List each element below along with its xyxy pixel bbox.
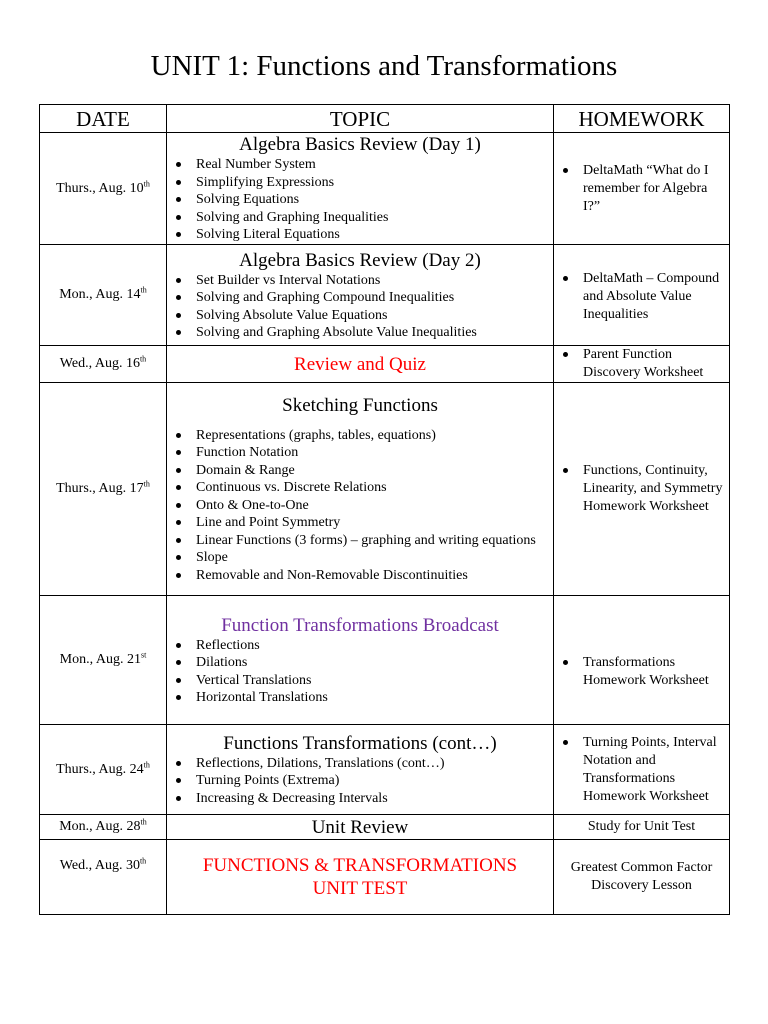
date-cell: Wed., Aug. 30th — [40, 840, 167, 915]
list-item: Linear Functions (3 forms) – graphing and writing equations — [173, 532, 547, 550]
homework-item: Functions, Continuity, Linearity, and Symmetry Homework Worksheet — [560, 462, 723, 516]
topic-title: Functions Transformations (cont…) — [223, 732, 497, 754]
topic-title: Sketching Functions — [282, 394, 438, 416]
homework-cell — [554, 245, 730, 346]
list-item: Set Builder vs Interval Notations — [173, 272, 547, 290]
homework-cell — [554, 725, 730, 815]
list-item: Reflections — [173, 637, 547, 655]
homework-cell — [554, 815, 730, 840]
topic-cell — [167, 133, 554, 245]
topic-list — [167, 427, 553, 585]
homework-item: DeltaMath “What do I remember for Algebra I?” — [560, 162, 723, 216]
topic-title: Review and Quiz — [294, 353, 426, 375]
table-row — [40, 840, 730, 915]
list-item: Solving Literal Equations — [173, 226, 547, 244]
header-homework: HOMEWORK — [554, 105, 730, 133]
list-item: Function Notation — [173, 444, 547, 462]
table-row — [40, 346, 730, 383]
topic-cell — [167, 245, 554, 346]
topic-cell — [167, 596, 554, 725]
table-row — [40, 245, 730, 346]
test-title-line-2: UNIT TEST — [312, 878, 408, 899]
list-item: Turning Points (Extrema) — [173, 772, 547, 790]
schedule-table — [39, 104, 730, 915]
table-row — [40, 133, 730, 245]
topic-cell — [167, 840, 554, 915]
list-item: Line and Point Symmetry — [173, 514, 547, 532]
homework-text: Greatest Common Factor Discovery Lesson — [570, 860, 713, 893]
topic-list — [167, 156, 553, 244]
date-cell: Thurs., Aug. 24th — [40, 725, 167, 815]
topic-cell — [167, 383, 554, 596]
header-topic: TOPIC — [167, 105, 554, 133]
homework-list — [554, 346, 729, 382]
date-cell: Thurs., Aug. 10th — [40, 133, 167, 245]
list-item: Solving and Graphing Absolute Value Inequalities — [173, 324, 547, 342]
list-item: Reflections, Dilations, Translations (cont…) — [173, 755, 547, 773]
homework-cell — [554, 346, 730, 383]
homework-list — [554, 734, 729, 806]
list-item: Real Number System — [173, 156, 547, 174]
list-item: Solving Absolute Value Equations — [173, 307, 547, 325]
page-title: UNIT 1: Functions and Transformations — [150, 50, 618, 82]
topic-cell — [167, 346, 554, 383]
homework-list — [554, 462, 729, 516]
list-item: Increasing & Decreasing Intervals — [173, 790, 547, 808]
homework-item: Transformations Homework Worksheet — [560, 654, 723, 690]
homework-item: Turning Points, Interval Notation and Transformations Homework Worksheet — [560, 734, 723, 806]
homework-item: Parent Function Discovery Worksheet — [560, 346, 723, 382]
homework-list — [554, 654, 729, 690]
list-item: Solving and Graphing Inequalities — [173, 209, 547, 227]
list-item: Solving Equations — [173, 191, 547, 209]
homework-item: DeltaMath – Compound and Absolute Value Inequalities — [560, 270, 723, 324]
list-item: Dilations — [173, 654, 547, 672]
date-cell: Mon., Aug. 21st — [40, 596, 167, 725]
date-cell: Wed., Aug. 16th — [40, 346, 167, 383]
table-row — [40, 725, 730, 815]
list-item: Continuous vs. Discrete Relations — [173, 479, 547, 497]
homework-cell — [554, 383, 730, 596]
homework-list — [554, 162, 729, 216]
homework-cell — [554, 133, 730, 245]
header-date: DATE — [40, 105, 167, 133]
list-item: Domain & Range — [173, 462, 547, 480]
topic-list — [167, 755, 553, 808]
header-row — [40, 105, 730, 133]
homework-text: Study for Unit Test — [587, 819, 696, 834]
topic-cell — [167, 725, 554, 815]
table-row — [40, 815, 730, 840]
list-item: Representations (graphs, tables, equations) — [173, 427, 547, 445]
list-item: Simplifying Expressions — [173, 174, 547, 192]
list-item: Vertical Translations — [173, 672, 547, 690]
topic-cell — [167, 815, 554, 840]
topic-title: Function Transformations Broadcast — [221, 614, 499, 636]
table-row — [40, 383, 730, 596]
topic-title: Algebra Basics Review (Day 1) — [239, 134, 481, 156]
date-cell: Mon., Aug. 28th — [40, 815, 167, 840]
list-item: Slope — [173, 549, 547, 567]
topic-list — [167, 637, 553, 707]
homework-cell — [554, 596, 730, 725]
topic-title: Algebra Basics Review (Day 2) — [239, 249, 481, 271]
table-row — [40, 596, 730, 725]
list-item: Onto & One-to-One — [173, 497, 547, 515]
homework-cell — [554, 840, 730, 915]
date-cell: Mon., Aug. 14th — [40, 245, 167, 346]
topic-title: Unit Review — [311, 816, 409, 838]
homework-list — [554, 270, 729, 324]
date-cell: Thurs., Aug. 17th — [40, 383, 167, 596]
test-title-line-1: FUNCTIONS & TRANSFORMATIONS — [202, 855, 518, 876]
list-item: Removable and Non-Removable Discontinuities — [173, 567, 547, 585]
list-item: Solving and Graphing Compound Inequalities — [173, 289, 547, 307]
topic-list — [167, 272, 553, 342]
list-item: Horizontal Translations — [173, 689, 547, 707]
